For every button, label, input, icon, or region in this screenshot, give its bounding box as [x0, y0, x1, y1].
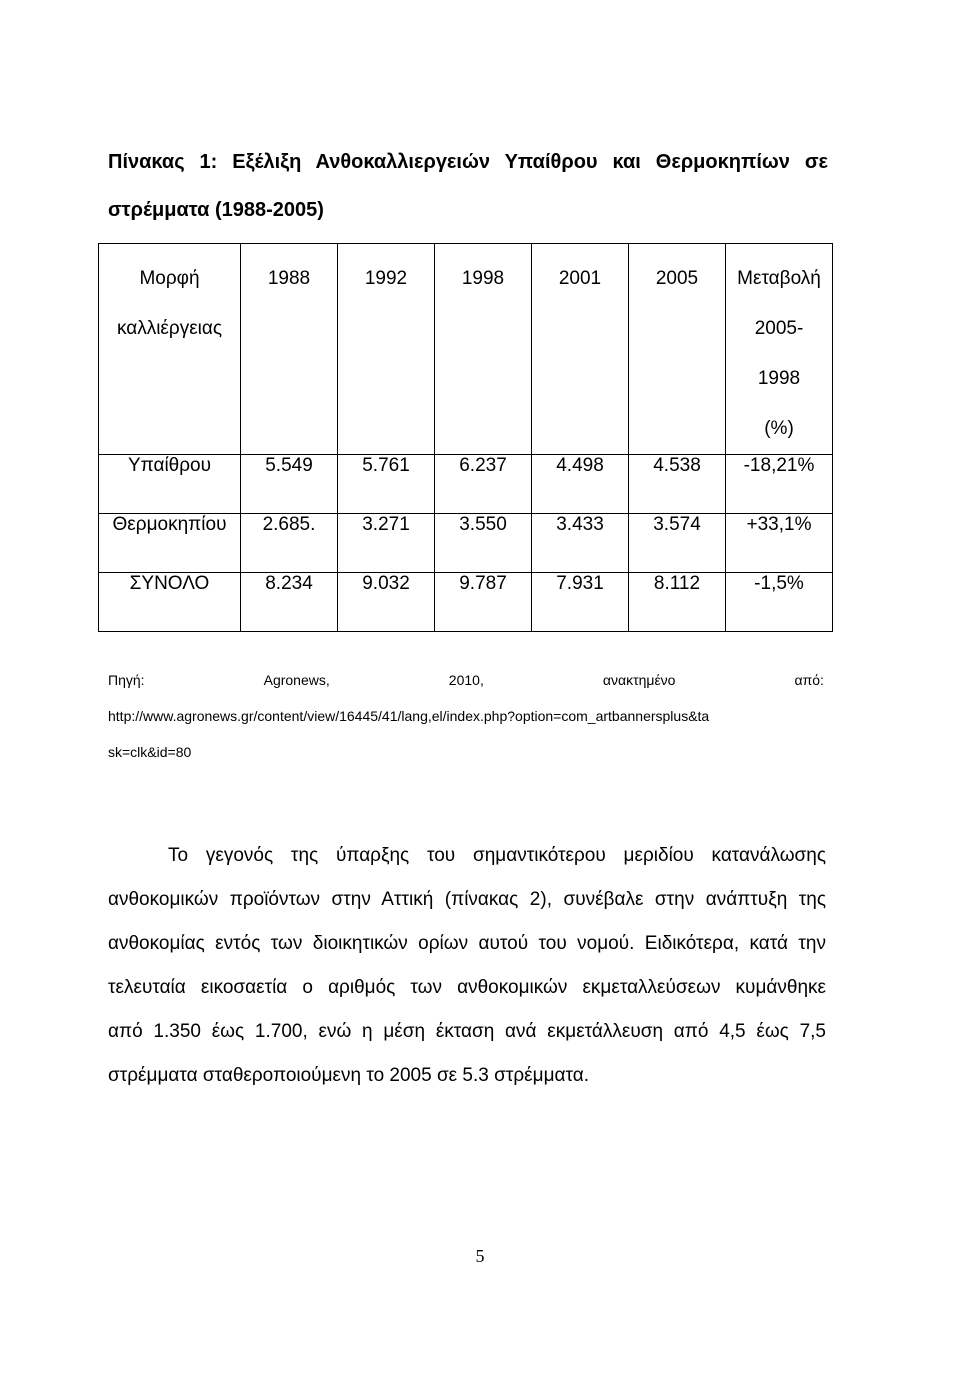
header-form: Μορφή καλλιέργειας: [99, 244, 241, 455]
row-label: Υπαίθρου: [99, 455, 241, 514]
table-row: [99, 573, 833, 632]
source-url-line-2[interactable]: sk=clk&id=80: [108, 744, 192, 760]
source-url-line-1[interactable]: http://www.agronews.gr/content/view/16445/41/lang,el/index.php?option=com_artbannersplus&ta: [108, 708, 710, 724]
cultivation-table: [98, 243, 833, 632]
source-note: [108, 662, 824, 770]
header-year: 1998: [435, 244, 532, 455]
paragraph-line: Το γεγονός της ύπαρξης του σημαντικότερου μεριδίου κατανάλωσης: [168, 845, 826, 866]
source-line-1: Πηγή: Agronews, 2010, ανακτημένο από:: [108, 672, 824, 688]
row-label: Θερμοκηπίου: [99, 514, 241, 573]
table-cell: 9.032: [338, 573, 435, 632]
header-year: 2001: [532, 244, 629, 455]
paragraph-line: ανθοκομίας εντός των διοικητικών ορίων αυτού του νομού. Ειδικότερα, κατά την: [108, 933, 826, 954]
table-cell: 3.433: [532, 514, 629, 573]
table-cell: 5.761: [338, 455, 435, 514]
table-cell: 3.271: [338, 514, 435, 573]
table-cell: 6.237: [435, 455, 532, 514]
paragraph-line: ανθοκομικών προϊόντων στην Αττική (πίνακας 2), συνέβαλε στην ανάπτυξη της: [108, 889, 826, 910]
table-cell: 3.550: [435, 514, 532, 573]
page-number: 5: [475, 1246, 485, 1266]
table-cell: 5.549: [241, 455, 338, 514]
paragraph-line: στρέμματα σταθεροποιούμενη το 2005 σε 5.3 στρέμματα.: [108, 1065, 590, 1086]
header-change: Μεταβολή 2005- 1998 (%): [726, 244, 833, 455]
change-cell: -18,21%: [726, 455, 833, 514]
table-cell: 8.112: [629, 573, 726, 632]
change-cell: +33,1%: [726, 514, 833, 573]
table-cell: 3.574: [629, 514, 726, 573]
table-row: [99, 514, 833, 573]
paragraph-line: από 1.350 έως 1.700, ενώ η μέση έκταση ανά εκμετάλλευση από 4,5 έως 7,5: [108, 1021, 826, 1042]
row-label: ΣΥΝΟΛΟ: [99, 573, 241, 632]
table-cell: 9.787: [435, 573, 532, 632]
table-caption-line-2: στρέμματα (1988-2005): [108, 199, 324, 221]
table-cell: 4.498: [532, 455, 629, 514]
body-paragraph: [108, 834, 826, 1098]
table-cell: 2.685.: [241, 514, 338, 573]
table-header-row: [99, 244, 833, 455]
header-year: 1992: [338, 244, 435, 455]
header-year: 2005: [629, 244, 726, 455]
change-cell: -1,5%: [726, 573, 833, 632]
table-row: [99, 455, 833, 514]
paragraph-line: τελευταία εικοσαετία ο αριθμός των ανθοκομικών εκμεταλλεύσεων κυμάνθηκε: [108, 977, 826, 998]
table-cell: 4.538: [629, 455, 726, 514]
table-cell: 7.931: [532, 573, 629, 632]
table-caption-line-1: Πίνακας 1: Εξέλιξη Ανθοκαλλιεργειών Υπαίθρου και Θερμοκηπίων σε: [108, 151, 828, 173]
header-year: 1988: [241, 244, 338, 455]
table-caption: [108, 138, 828, 234]
table-cell: 8.234: [241, 573, 338, 632]
